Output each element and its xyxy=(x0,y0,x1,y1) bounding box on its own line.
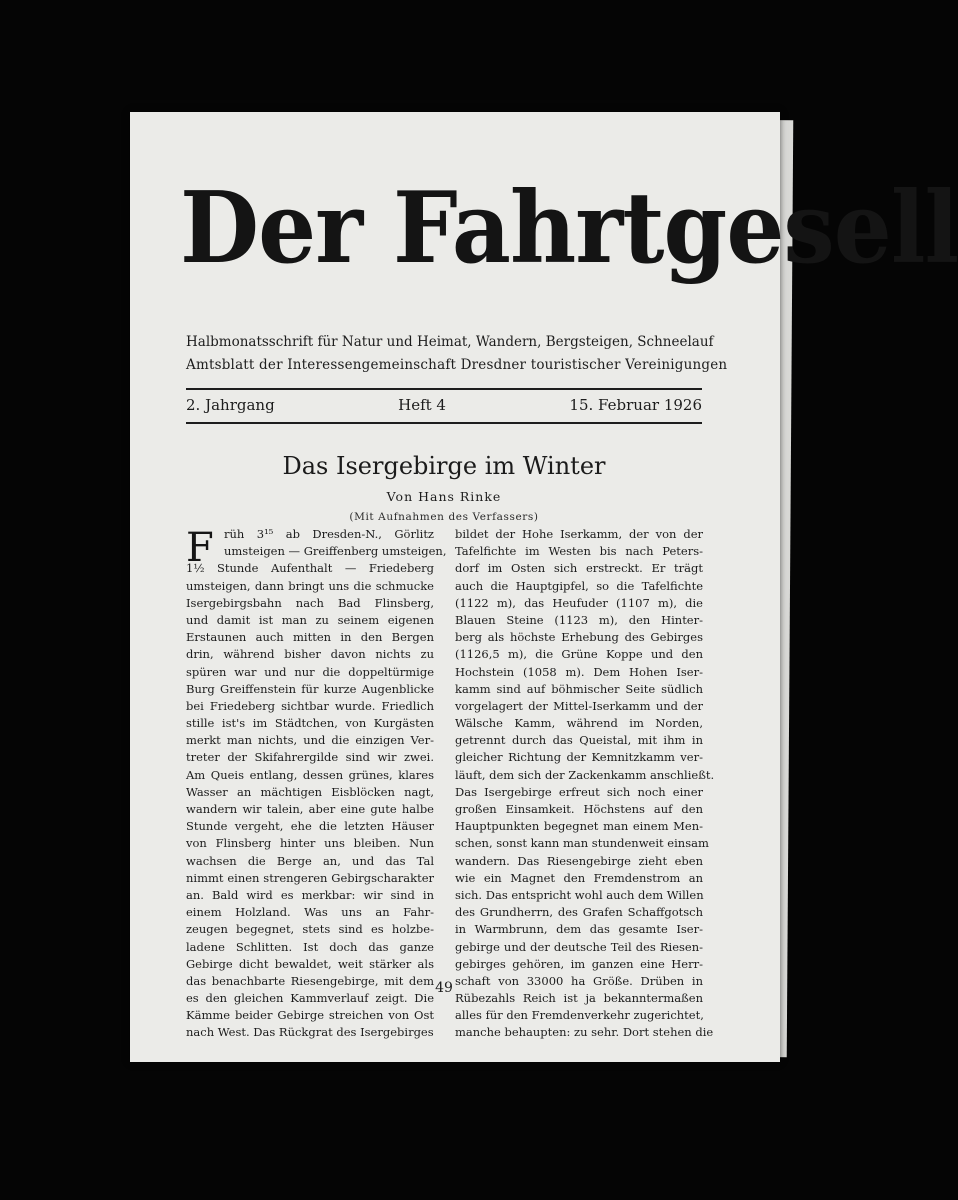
text-line: läuft, dem sich der Zackenkamm anschließt. xyxy=(455,767,715,782)
masthead-title: Der Fahrtgesell xyxy=(180,171,958,286)
text-line: getrennt durch das Queistal, mit ihm in xyxy=(455,733,703,748)
text-line: des Grundherrn, des Grafen Schaffgotsch xyxy=(455,905,703,920)
text-line: kamm sind auf böhmischer Seite südlich xyxy=(455,681,703,696)
text-line: Tafelfichte im Westen bis nach Peters- xyxy=(455,544,703,559)
text-line: Wälsche Kamm, während im Norden, xyxy=(455,716,703,731)
text-line: Isergebirgsbahn nach Bad Flinsberg, xyxy=(186,595,434,610)
masthead-subtitle: Halbmonatsschrift für Natur und Heimat, Wandern, Bergsteigen, Schneelauf xyxy=(186,334,714,350)
text-line: Burg Greiffenstein für kurze Augenblicke xyxy=(186,681,434,696)
issue-date: 15. Februar 1926 xyxy=(569,396,702,414)
article-column-right xyxy=(455,526,715,1040)
text-line: bei Friedeberg sichtbar wurde. Friedlich xyxy=(186,698,434,713)
text-line: wandern. Das Riesengebirge zieht eben xyxy=(455,853,703,868)
text-line: Hochstein (1058 m). Dem Hohen Iser- xyxy=(455,664,703,679)
text-line: Gebirge dicht bewaldet, weit stärker als xyxy=(186,956,434,971)
text-line: gleicher Richtung der Kemnitzkamm ver- xyxy=(455,750,703,765)
issue-info-row xyxy=(186,396,702,416)
photo-credit: (Mit Aufnahmen des Verfassers) xyxy=(349,511,539,523)
text-line: umsteigen — Greiffenberg umsteigen, xyxy=(224,544,447,559)
text-line: Am Queis entlang, dessen grünes, klares xyxy=(186,767,434,782)
text-line: dorf im Osten sich erstreckt. Er trägt xyxy=(455,561,703,576)
text-line: Das Isergebirge erfreut sich noch einer xyxy=(455,784,703,799)
issue-number: Heft 4 xyxy=(398,396,446,414)
text-line: großen Einsamkeit. Höchstens auf den xyxy=(455,802,703,816)
text-line: wie ein Magnet den Fremdenstrom an xyxy=(455,870,703,885)
text-line: in Warmbrunn, dem das gesamte Iser- xyxy=(455,922,703,937)
text-line: von Flinsberg hinter uns bleiben. Nun xyxy=(186,836,434,851)
text-line: wachsen die Berge an, und das Tal xyxy=(186,853,434,868)
text-line: an. Bald wird es merkbar: wir sind in xyxy=(186,887,434,902)
text-line: ladene Schlitten. Ist doch das ganze xyxy=(186,939,434,954)
page-number: 49 xyxy=(435,980,453,996)
text-line: drin, während bisher davon nichts zu xyxy=(186,647,434,662)
text-line: Blauen Steine (1123 m), den Hinter- xyxy=(455,612,703,627)
text-line: auch die Hauptgipfel, so die Tafelfichte xyxy=(455,578,703,593)
text-line: gebirges gehören, im ganzen eine Herr- xyxy=(455,956,703,971)
text-line: zeugen begegnet, stets sind es holzbe- xyxy=(186,922,434,937)
text-line: bildet der Hohe Iserkamm, der von der xyxy=(455,527,703,541)
text-line: spüren war und nur die doppeltürmige xyxy=(186,664,434,679)
text-line: gebirge und der deutsche Teil des Riesen- xyxy=(455,939,703,954)
text-line: einem Holzland. Was uns an Fahr- xyxy=(186,905,434,920)
article-title: Das Isergebirge im Winter xyxy=(282,452,606,480)
text-line: Erstaunen auch mitten in den Bergen xyxy=(186,630,434,645)
text-line: Stunde vergeht, ehe die letzten Häuser xyxy=(186,819,434,834)
text-line: (1122 m), das Heufuder (1107 m), die xyxy=(455,595,703,610)
text-line: merkt man nichts, und die einzigen Ver- xyxy=(186,733,434,748)
divider-bottom xyxy=(186,422,702,424)
text-line: Rübezahls Reich ist ja bekanntermaßen xyxy=(455,991,703,1006)
text-line: 1½ Stunde Aufenthalt — Friedeberg xyxy=(186,561,434,576)
text-line: schen, sonst kann man stundenweit einsam xyxy=(455,836,709,851)
text-line: vorgelagert der Mittel-Iserkamm und der xyxy=(455,698,703,713)
text-line: das benachbarte Riesengebirge, mit dem xyxy=(186,973,434,988)
text-line: und damit ist man zu seinem eigenen xyxy=(186,612,434,627)
text-line: Hauptpunkten begegnet man einem Men- xyxy=(455,819,703,834)
issue-volume: 2. Jahrgang xyxy=(186,396,275,414)
masthead-official-line: Amtsblatt der Interessengemeinschaft Dresdner touristischer Vereinigungen xyxy=(186,357,728,373)
text-line: nimmt einen strengeren Gebirgscharakter xyxy=(186,870,434,885)
text-line: rüh 3¹⁵ ab Dresden-N., Görlitz xyxy=(224,527,434,541)
text-line: nach West. Das Rückgrat des Isergebirges xyxy=(186,1025,434,1040)
text-line: es den gleichen Kammverlauf zeigt. Die xyxy=(186,991,434,1006)
text-line: wandern wir talein, aber eine gute halbe xyxy=(186,802,434,816)
text-line: umsteigen, dann bringt uns die schmucke xyxy=(186,578,434,593)
text-line: stille ist's im Städtchen, von Kurgästen xyxy=(186,716,434,731)
text-line: schaft von 33000 ha Größe. Drüben in xyxy=(455,973,703,988)
text-line: berg als höchste Erhebung des Gebirges xyxy=(455,630,703,645)
text-line: Kämme beider Gebirge streichen von Ost xyxy=(186,1008,434,1023)
magazine-page xyxy=(130,112,958,1062)
text-line: manche behaupten: zu sehr. Dort stehen die xyxy=(455,1025,714,1040)
article-byline: Von Hans Rinke xyxy=(386,489,502,504)
text-line: alles für den Fremdenverkehr zugerichtet, xyxy=(455,1008,704,1023)
text-line: sich. Das entspricht wohl auch dem Willen xyxy=(455,887,704,902)
drop-cap: F xyxy=(186,525,214,571)
text-line: Wasser an mächtigen Eisblöcken nagt, xyxy=(186,784,434,799)
text-line: (1126,5 m), die Grüne Koppe und den xyxy=(455,647,703,662)
text-line: treter der Skifahrergilde sind wir zwei. xyxy=(186,750,434,765)
divider-top xyxy=(186,388,702,390)
